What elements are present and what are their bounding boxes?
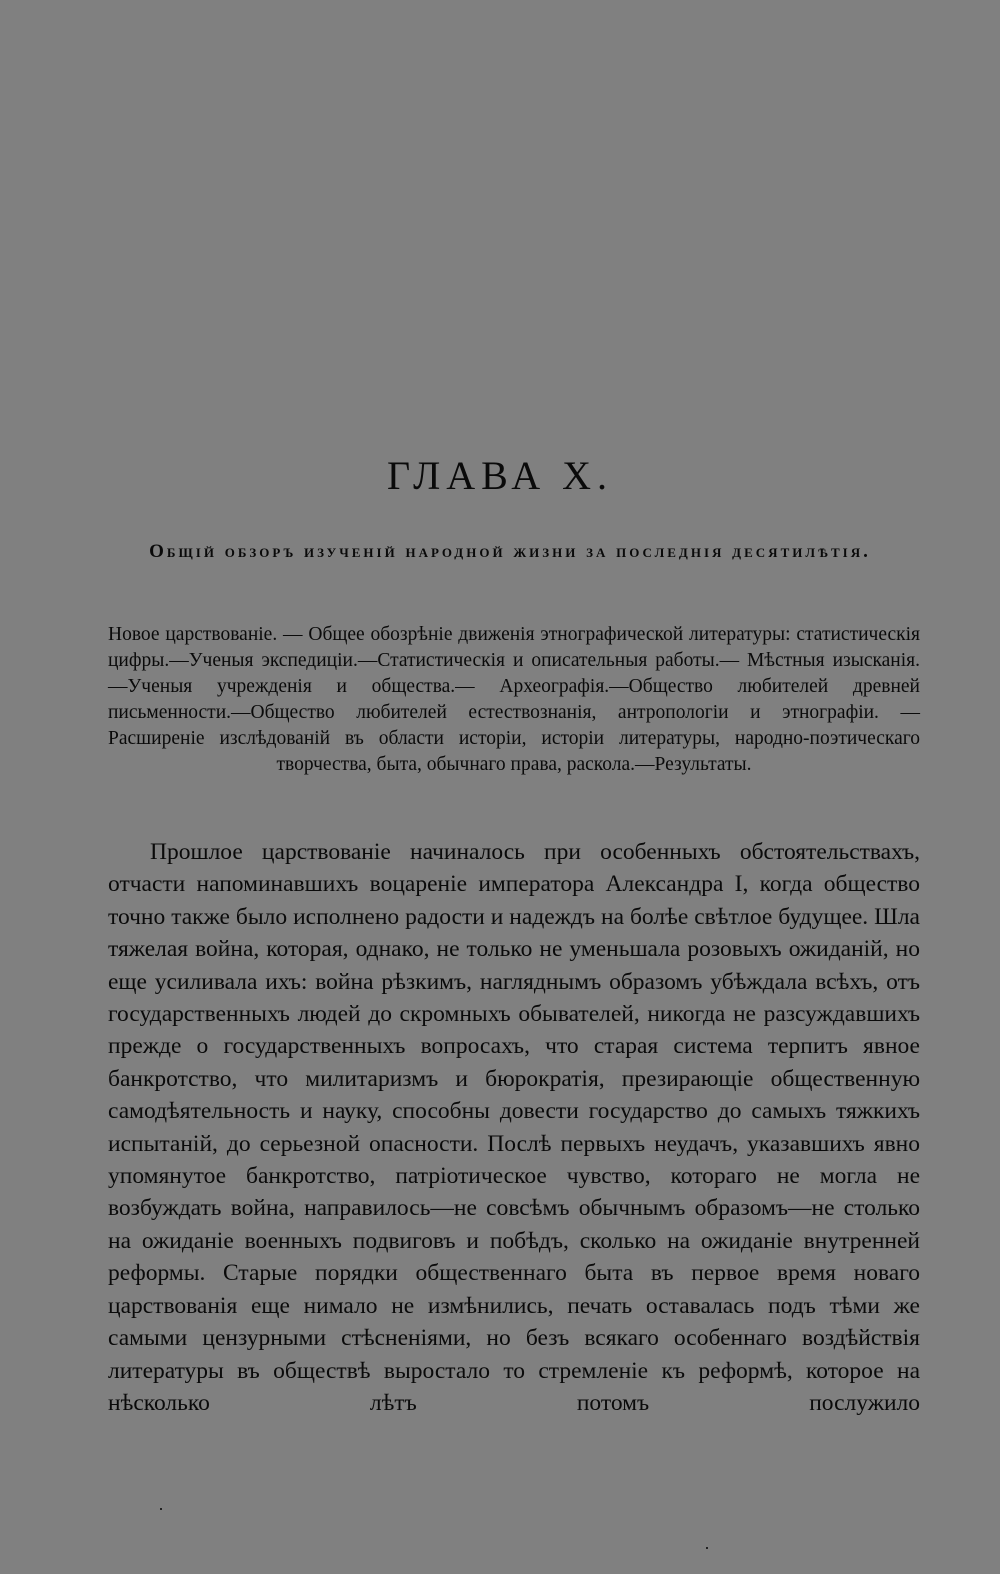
print-speck — [160, 1508, 162, 1510]
chapter-title: ГЛАВА X. — [386, 453, 614, 498]
chapter-subtitle: Общій обзоръ изученій народной жизни за последнія десятилѣтія. — [149, 541, 871, 562]
print-speck — [706, 1547, 708, 1549]
body-paragraph: Прошлое царствованіе начиналось при особенныхъ обстоятельствахъ, отчасти напоминавшихъ воцареніе императора Александра I, когда общество точно также было исполнено радости и надеждъ на болѣе свѣтлое будущее. Шла тяжелая война, которая, однако, не только не уменьшала розовыхъ ожиданій, но еще усиливала ихъ: война рѣзкимъ, нагляднымъ образомъ убѣждала всѣхъ, отъ государственныхъ людей до скромныхъ обывателей, никогда не разсуждавшихъ прежде о государственныхъ вопросахъ, что старая система терпитъ явное банкротство, что милитаризмъ и бюрократія, презирающіе общественную самодѣятельность и науку, способны довести государство до самыхъ тяжкихъ испытаній, до серьезной опасности. Послѣ первыхъ неудачъ, указавшихъ явно упомянутое банкротство, патріотическое чувство, котораго не могла не возбуждать война, направилось—не совсѣмъ обычнымъ образомъ—не столько на ожиданіе военныхъ подвиговъ и побѣдъ, сколько на ожиданіе внутренней реформы. Старые порядки общественнаго быта въ первое время новаго царствованія еще нимало не измѣнились, печать оставалась подъ тѣми же самыми цензурными стѣсненіями, но безъ всякаго особеннаго воздѣйствія литературы въ обществѣ выростало то стремленіе къ реформѣ, которое на нѣсколько лѣтъ потомъ послужило — [108, 839, 920, 1416]
chapter-summary: Новое царствованіе. — Общее обозрѣніе движенія этнографической литературы: статистическія цифры.—Ученыя экспедиціи.—Статистическія и описательныя работы.— Мѣстныя изысканія.—Ученыя учрежденія и общества.— Археографія.—Общество любителей древней письменности.—Общество любителей естествознанія, антропологіи и этнографіи. — Расширеніе изслѣдованій въ области исторіи, исторіи литературы, народно-поэтическаго творчества, быта, обычнаго права, раскола.—Результаты. — [108, 624, 920, 775]
